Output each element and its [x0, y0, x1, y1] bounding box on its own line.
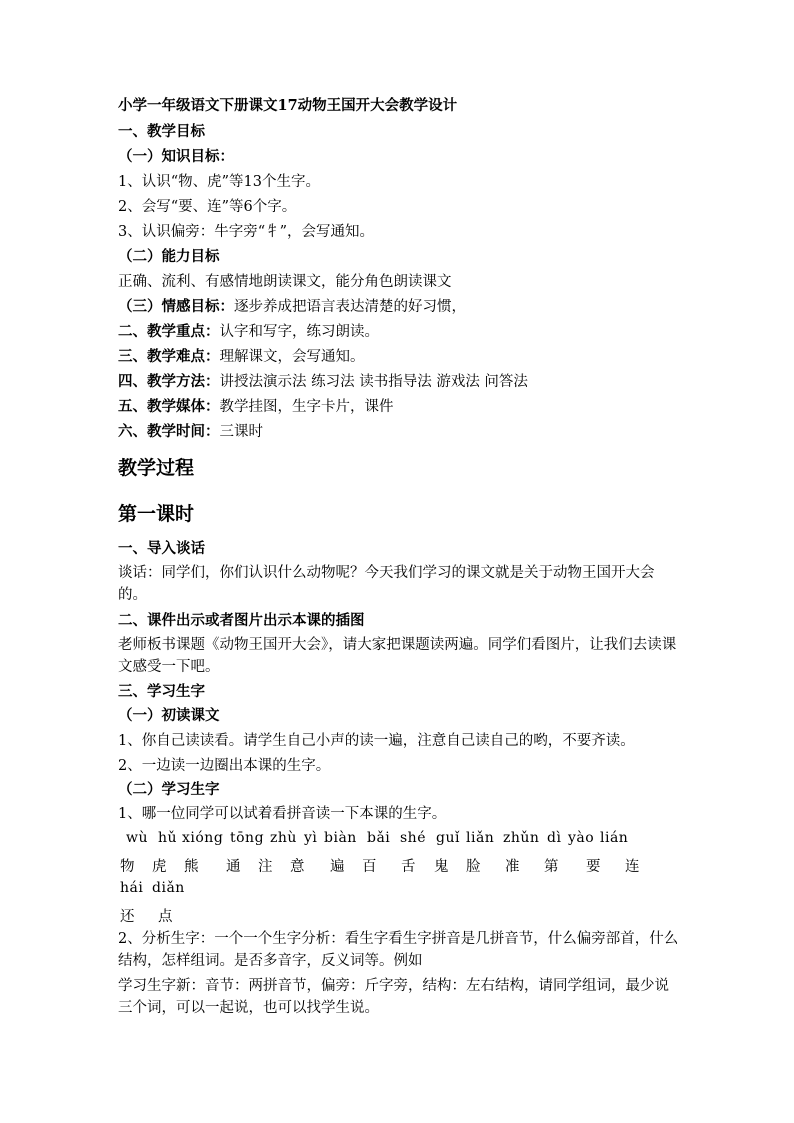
sub1-item: 1、你自己读读看。请学生自己小声的读一遍，注意自己读自己的哟，不要齐读。 — [118, 733, 635, 749]
example-text: 学习生字新：音节：两拼音节，偏旁：斤字旁，结构：左右结构，请同学组词，最少说三个词，可以一起说，也可以找学生说。 — [118, 978, 669, 1016]
hanzi: 百 — [362, 859, 377, 875]
pinyin: yì — [304, 830, 318, 846]
sub2-intro: 1、哪一位同学可以试着看拼音读一下本课的生字。 — [118, 806, 447, 822]
info-row — [118, 373, 528, 391]
info-label: 五、教学媒体： — [118, 398, 220, 415]
ability-text: 正确、流利、有感情地朗读课文，能分角色朗读课文 — [118, 274, 452, 290]
hanzi-row — [118, 855, 678, 875]
pinyin: hǔ — [158, 830, 178, 846]
info-row — [118, 323, 379, 341]
info-row — [118, 348, 365, 366]
hanzi: 点 — [158, 909, 173, 925]
hanzi: 意 — [290, 859, 305, 875]
pinyin: zhù — [270, 830, 297, 846]
pinyin: wù — [126, 830, 148, 846]
pinyin: zhǔn — [503, 830, 540, 846]
hanzi: 熊 — [184, 859, 199, 875]
section1-heading: 一、导入谈话 — [118, 540, 205, 557]
knowledge-item: 1、认识“物、虎”等13个生字。 — [118, 174, 321, 190]
hanzi: 准 — [505, 859, 520, 875]
info-text: 三课时 — [219, 424, 263, 440]
section2-text: 老师板书课题《动物王国开大会》，请大家把课题读两遍。同学们看图片，让我们去读课文感受一下吧。 — [118, 637, 677, 675]
analysis-text: 2、分析生字：一个一个生字分析：看生字看生字拼音是几拼音节，什么偏旁部首，什么结构，怎样组词。是否多音字，反义词等。例如 — [118, 931, 679, 969]
knowledge-item: 2、会写“要、连”等6个字。 — [118, 199, 297, 215]
hanzi: 鬼 — [434, 859, 449, 875]
info-label: 四、教学方法： — [118, 373, 220, 390]
pinyin: bǎi — [367, 830, 391, 846]
info-row — [118, 423, 263, 441]
pinyin: yào — [568, 830, 595, 846]
section3-heading: 三、学习生字 — [118, 683, 205, 700]
hanzi: 虎 — [152, 859, 167, 875]
info-label: 三、教学难点： — [118, 348, 220, 365]
pinyin: lián — [600, 830, 629, 846]
sub2-heading: （二）学习生字 — [118, 781, 220, 798]
pinyin: hái — [120, 880, 144, 896]
hanzi: 通 — [226, 859, 241, 875]
hanzi: 还 — [120, 909, 135, 925]
hanzi: 脸 — [466, 859, 481, 875]
pinyin: biàn — [324, 830, 357, 846]
info-text: 理解课文，会写通知。 — [219, 349, 365, 365]
hanzi: 舌 — [401, 859, 416, 875]
hanzi: 连 — [625, 859, 640, 875]
emotion-objective — [118, 298, 466, 316]
sub1-item: 2、一边读一边圈出本课的生字。 — [118, 758, 331, 774]
hanzi: 物 — [120, 859, 135, 875]
ability-heading: （二）能力目标 — [118, 248, 220, 265]
hanzi: 注 — [258, 859, 273, 875]
pinyin: shé — [400, 830, 426, 846]
objectives-heading: 一、教学目标 — [118, 123, 205, 140]
info-text: 认字和写字，练习朗读。 — [219, 324, 379, 340]
pinyin: tōng — [230, 830, 265, 846]
pinyin: guǐ — [436, 830, 460, 846]
pinyin-row — [118, 880, 318, 900]
hanzi: 第 — [544, 859, 559, 875]
info-row — [118, 398, 394, 416]
sub1-heading: （一）初读课文 — [118, 707, 220, 724]
hanzi: 遍 — [330, 859, 345, 875]
pinyin: diǎn — [152, 880, 185, 896]
hanzi-row — [118, 905, 318, 925]
pinyin: liǎn — [466, 830, 495, 846]
lesson1-heading: 第一课时 — [118, 503, 195, 525]
knowledge-item: 3、认识偏旁：牛字旁“牜”，会写通知。 — [118, 224, 375, 240]
info-label: 二、教学重点： — [118, 323, 220, 340]
info-label: 六、教学时间： — [118, 423, 220, 440]
knowledge-heading: （一）知识目标： — [118, 148, 234, 165]
section1-text: 谈话：同学们，你们认识什么动物呢？今天我们学习的课文就是关于动物王国开大会的。 — [118, 565, 655, 603]
info-text: 教学挂图，生字卡片，课件 — [219, 399, 394, 415]
info-text: 讲授法演示法 练习法 读书指导法 游戏法 问答法 — [219, 374, 528, 390]
hanzi: 要 — [586, 859, 601, 875]
pinyin: dì — [547, 830, 562, 846]
document-title: 小学一年级语文下册课文17动物王国开大会教学设计 — [118, 97, 458, 114]
process-heading: 教学过程 — [118, 457, 195, 479]
section2-heading: 二、课件出示或者图片出示本课的插图 — [118, 612, 365, 629]
pinyin: xióng — [182, 830, 224, 846]
pinyin-row — [118, 830, 678, 850]
emotion-text: 逐步养成把语言表达清楚的好习惯， — [234, 299, 466, 315]
emotion-label: （三）情感目标： — [118, 298, 234, 315]
